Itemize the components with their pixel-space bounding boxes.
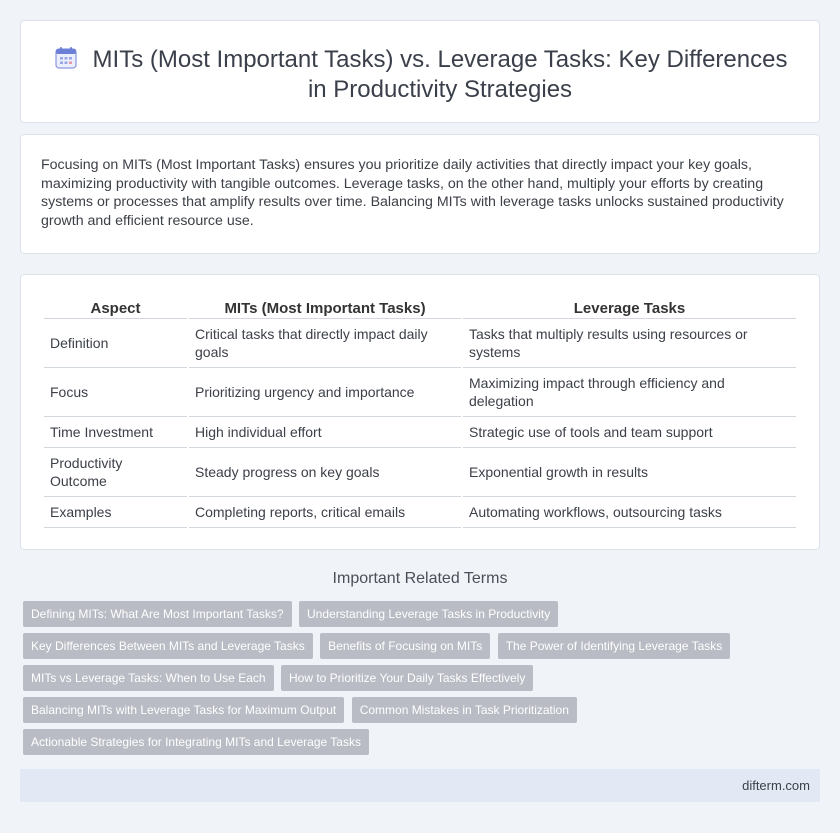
title-card [20,20,820,123]
table-cell: Productivity Outcome [44,448,187,497]
table-cell: Examples [44,497,187,528]
intro-paragraph: Focusing on MITs (Most Important Tasks) ensures you prioritize daily activities that directly impact your key goals, maximizing productivity with tangible outcomes. Leverage tasks, on the other hand, multiply your efforts by creating systems or processes that amplify results over time. Balancing MITs with leverage tasks unlocks sustained productivity growth and efficient resource use. [41,157,784,229]
table-row [44,448,796,497]
table-cell: Tasks that multiply results using resources or systems [463,319,796,368]
related-term-link[interactable]: Understanding Leverage Tasks in Productivity [299,601,558,627]
table-cell: Automating workflows, outsourcing tasks [463,497,796,528]
table-row [44,319,796,368]
footer-site-link[interactable]: difterm.com [742,778,810,793]
column-header-leverage: Leverage Tasks [463,297,796,319]
tag-row [23,601,783,633]
column-header-aspect: Aspect [44,297,187,319]
comparison-table-card [20,274,820,550]
table-cell: Maximizing impact through efficiency and delegation [463,368,796,417]
related-term-link[interactable]: MITs vs Leverage Tasks: When to Use Each [23,665,274,691]
table-cell: Focus [44,368,187,417]
related-term-link[interactable]: Benefits of Focusing on MITs [320,633,490,659]
related-term-link[interactable]: Common Mistakes in Task Prioritization [352,697,577,723]
table-row [44,497,796,528]
table-header-row [44,297,796,319]
tag-row [23,665,783,697]
column-header-mits: MITs (Most Important Tasks) [189,297,461,319]
table-cell: Definition [44,319,187,368]
table-row [44,417,796,448]
related-term-link[interactable]: Defining MITs: What Are Most Important Tasks? [23,601,292,627]
related-term-link[interactable]: Actionable Strategies for Integrating MITs and Leverage Tasks [23,729,369,755]
related-term-link[interactable]: The Power of Identifying Leverage Tasks [498,633,731,659]
footer [20,769,820,802]
tag-row [23,729,783,761]
page-title: MITs (Most Important Tasks) vs. Leverage Tasks: Key Differences in Productivity Strategies [92,46,788,103]
tag-row [23,633,783,665]
table-cell: Steady progress on key goals [189,448,461,497]
table-cell: Prioritizing urgency and importance [189,368,461,417]
intro-card [20,134,820,254]
related-terms-heading: Important Related Terms [332,570,508,587]
table-cell: High individual effort [189,417,461,448]
table-row [44,368,796,417]
related-term-link[interactable]: How to Prioritize Your Daily Tasks Effectively [281,665,533,691]
tag-row [23,697,783,729]
table-cell: Time Investment [44,417,187,448]
table-cell: Critical tasks that directly impact daily goals [189,319,461,368]
related-term-link[interactable]: Balancing MITs with Leverage Tasks for Maximum Output [23,697,344,723]
related-terms-list [23,601,783,761]
table-cell: Completing reports, critical emails [189,497,461,528]
table-cell: Exponential growth in results [463,448,796,497]
table-cell: Strategic use of tools and team support [463,417,796,448]
related-term-link[interactable]: Key Differences Between MITs and Leverage Tasks [23,633,313,659]
comparison-table [42,297,798,528]
